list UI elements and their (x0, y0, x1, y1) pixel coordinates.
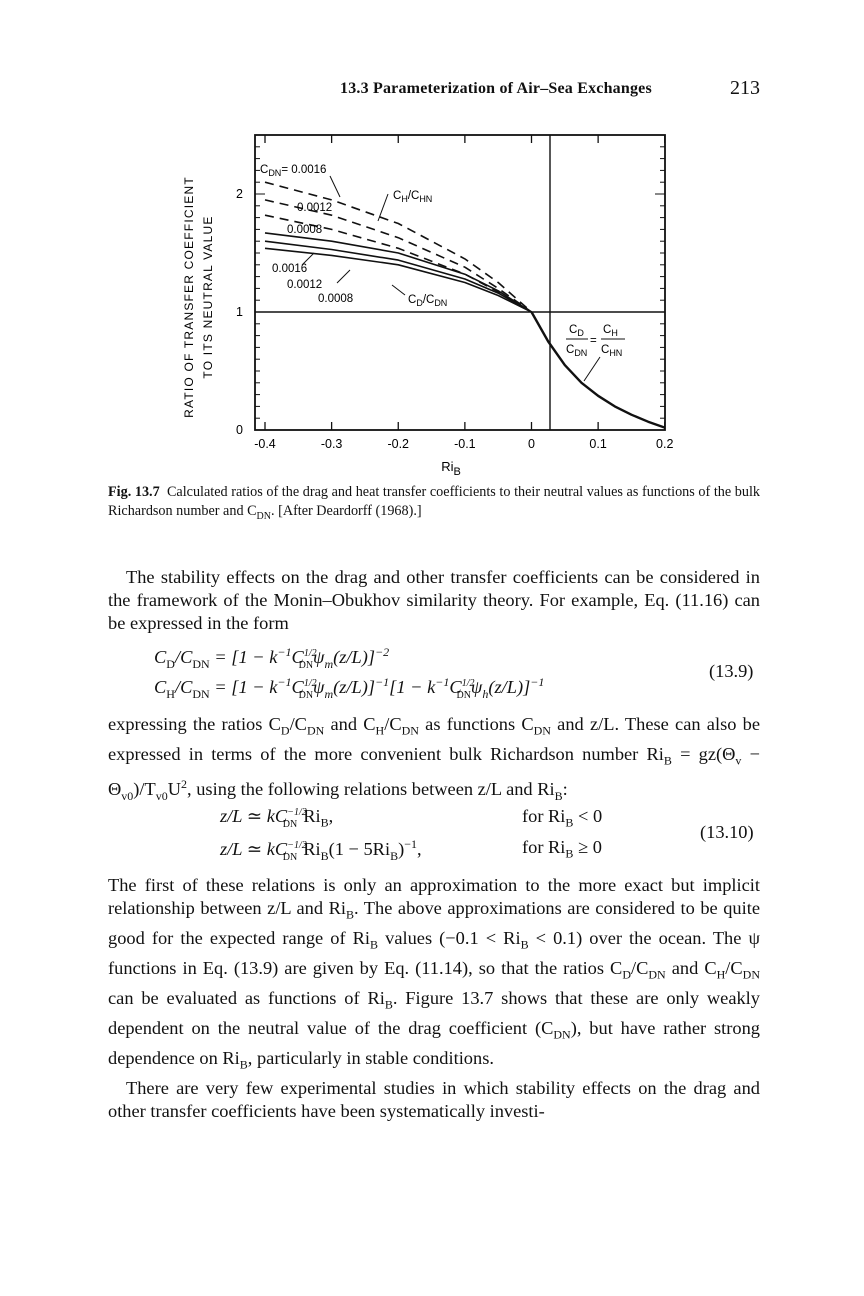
annotation-cd-0016: 0.0016 (272, 263, 308, 275)
leader-cd-ratio (392, 285, 405, 295)
page-number: 213 (730, 77, 760, 99)
paragraph-1: The stability effects on the drag and other transfer coefficients can be considered in the framework of the Monin–Obukhov similarity theory. For example, Eq. (11.16) can be expressed in the form (108, 567, 760, 634)
y-tick-label: 2 (236, 187, 243, 201)
y-tick-label: 0 (236, 423, 243, 437)
x-tick-label: 0.1 (589, 437, 607, 451)
x-tick-label: -0.2 (387, 437, 410, 451)
eq-13-10-line-2: z/L ≃ $kC^{-1/2}_{DN}$ $Ri_B(1 - 5Ri_B)^{-1}$, (220, 837, 422, 863)
caption-sub: DN (256, 510, 271, 522)
eq-13-10-cond-2: for $Ri_B \ge 0$ (522, 837, 602, 861)
eq-13-10-number: (13.10) (700, 822, 754, 842)
eq-den-h: $C_{HN}$ (601, 344, 623, 358)
ratio-chart (160, 125, 720, 485)
eq-num-d: $C_D$ (569, 324, 584, 338)
annotation-cdn-0016: $C_{DN}= 0.0016$ (260, 164, 327, 178)
leader-cdn-0016 (330, 176, 340, 197)
x-tick-label: 0 (528, 437, 535, 451)
figure-label: Fig. 13.7 (108, 484, 160, 500)
paragraph-3: The first of these relations is only an approximation to the more exact but implicit relationship between z/L and $Ri_B$. The above approximations are considered to be quite good for the expected range of $Ri_B$ values $(-0.1 < Ri_B < 0.1)$ over the ocean. The ψ functions in Eq. (13.9) are given by Eq. (11.14), so that the ratios $C_D/C_{DN}$ and $C_H/C_{DN}$ can be evaluated as functions of $Ri_B$. Figure 13.7 shows that these are only weakly dependent on the neutral value of the drag coefficient $(C_{DN})$, but have rather strong dependence on $Ri_B$, particularly in stable conditions. (108, 875, 761, 1072)
y-tick-label: 1 (236, 305, 243, 319)
eq-13-10-cond-1: for $Ri_B < 0$ (522, 806, 603, 830)
figure-13-7 (160, 125, 720, 485)
running-head (0, 77, 864, 110)
section-title: 13.3 Parameterization of Air–Sea Exchanges (340, 80, 652, 97)
eq-equals: = (590, 335, 597, 347)
stable-ratio-label (566, 324, 625, 381)
annotation-ch-0012: 0.0012 (297, 202, 333, 214)
figure-caption (108, 483, 760, 526)
paragraph-4: There are very few experimental studies in which stability effects on the drag and other transfer coefficients have been systematically investi- (108, 1078, 760, 1122)
annotation-ch-ratio: $C_H/C_{HN}$ (393, 190, 433, 204)
leader-stable (584, 357, 600, 381)
paragraph-2: expressing the ratios $C_D/C_{DN}$ and $C_H/C_{DN}$ as functions $C_{DN}$ and z/L. These can also be expressed in terms of the more convenient bulk Richardson number $Ri_B = gz(\Theta_v - \Theta_{v0})/T_{v0}U^2$, using the following relations between z/L and $Ri_B$: (108, 714, 760, 803)
annotation-cd-0012: 0.0012 (287, 279, 323, 291)
x-tick-label: -0.1 (454, 437, 476, 451)
series-line-7 (532, 312, 665, 428)
eq-13-9-number: (13.9) (709, 661, 754, 681)
leader-ch-ratio (378, 194, 388, 221)
equation-13-10 (108, 806, 760, 868)
eq-13-9-line-2: $C_H/C_{DN} = [1 - k^{-1}C^{1/2}_{DN}\psi_m(z/L)]^{-1}[1 - k^{-1}C^{1/2}_{DN}\psi_h(z/L)]^{-1}$ (154, 675, 545, 701)
leader-cd-0016 (302, 253, 314, 265)
caption-tail: . [After Deardorff (1968).] (271, 503, 422, 519)
series-line-2 (265, 200, 532, 312)
x-tick-label: 0.2 (656, 437, 674, 451)
x-tick-label: -0.3 (320, 437, 343, 451)
annotation-cd-ratio: $C_D/C_{DN}$ (408, 294, 448, 308)
equation-13-9 (108, 645, 760, 705)
y-axis-label-line1: RATIO OF TRANSFER COEFFICIENT (182, 176, 196, 418)
x-axis-label: $Ri_B$ (441, 459, 461, 478)
annotation-cd-0008: 0.0008 (318, 293, 354, 305)
leader-cd-0012 (337, 270, 350, 283)
caption-text: Calculated ratios of the drag and heat transfer coefficients to their neutral values as functions of the bulk Richardson number and C (108, 484, 761, 519)
eq-13-10-line-1: z/L ≃ $kC^{-1/2}_{DN}$ $Ri_B$, (220, 806, 334, 830)
annotation-ch-0008: 0.0008 (287, 224, 323, 236)
eq-den-d: $C_{DN}$ (566, 344, 588, 358)
eq-13-9-line-1: $C_D/C_{DN} = [1 - k^{-1}C^{1/2}_{DN}\psi_m(z/L)]^{-2}$ (154, 645, 390, 671)
y-axis-label-line2: TO ITS NEUTRAL VALUE (201, 215, 215, 379)
eq-num-h: $C_H$ (603, 324, 618, 338)
x-tick-label: -0.4 (254, 437, 276, 451)
